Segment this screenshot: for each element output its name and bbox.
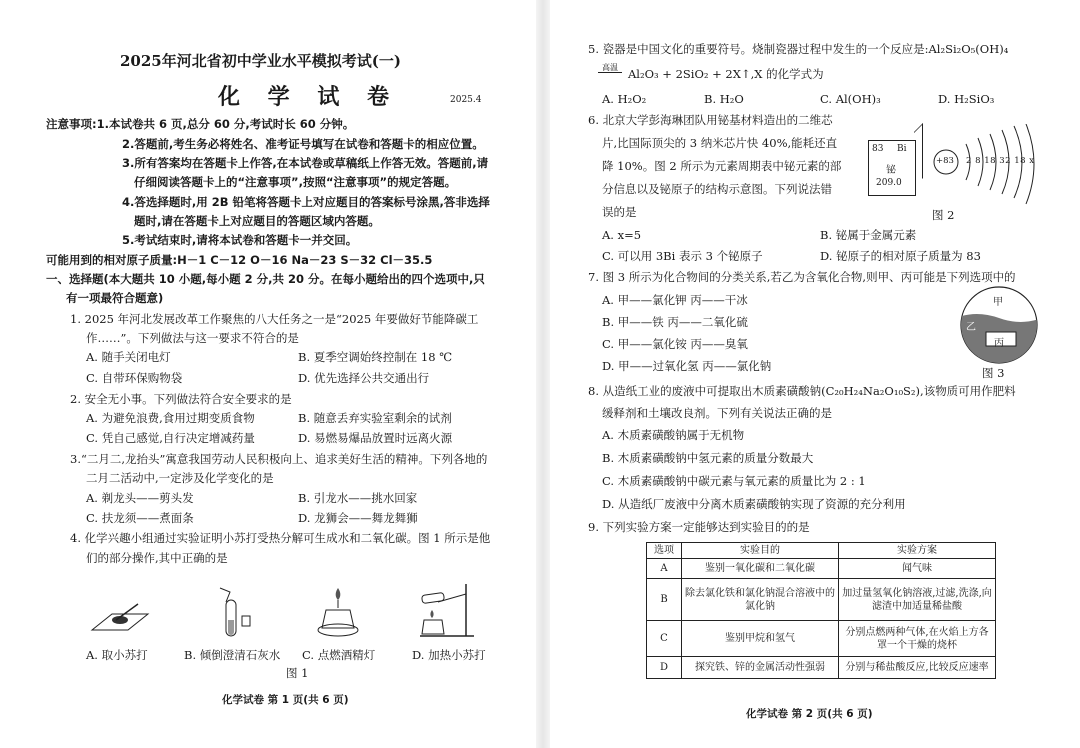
page1-footer: 化学试卷 第 1 页(共 6 页) xyxy=(222,694,349,706)
q5-option-c: C. Al(OH)₃ xyxy=(820,92,881,106)
element-name: 铋 xyxy=(886,165,896,176)
q3-option-c: C. 扶龙须——煮面条 xyxy=(86,511,194,525)
atom-electron-shells: 2 8 18 32 18 x xyxy=(966,156,1035,166)
fig2-caption: 图 2 xyxy=(932,208,955,222)
q9-row-a-option: A xyxy=(647,559,682,579)
fig1-pour-limewater-drawing xyxy=(212,580,262,642)
q5-option-d: D. H₂SiO₃ xyxy=(938,92,995,106)
section-heading: 一、选择题(本大题共 10 小题,每小题 2 分,共 20 分。在每小题给出的四个选项中,只 xyxy=(46,272,485,286)
q8-option-d: D. 从造纸厂废液中分离木质素磺酸钠实现了资源的充分利用 xyxy=(602,497,906,511)
fig1-heat-baking-soda-drawing xyxy=(414,580,478,640)
table-row xyxy=(647,559,996,579)
exam-subtitle: 化 学 试 卷 xyxy=(218,85,399,110)
note-line-5: 4.答选择题时,用 2B 铅笔将答题卡上对应题目的答案标号涂黑,答非选择 xyxy=(122,195,490,209)
q2-stem: 2. 安全无小事。下列做法符合安全要求的是 xyxy=(70,392,292,406)
q4-option-b: B. 倾倒澄清石灰水 xyxy=(184,648,281,662)
q9-row-b-goal: 除去氯化铁和氯化钠混合溶液中的氯化钠 xyxy=(682,579,839,621)
q9-row-c-option: C xyxy=(647,621,682,657)
q3-option-b: B. 引龙水——挑水回家 xyxy=(298,491,418,505)
q5-stem: 5. 瓷器是中国文化的重要符号。烧制瓷器过程中发生的一个反应是:Al₂Si₂O₅(OH)₄ xyxy=(588,42,1009,56)
fig1-caption: 图 1 xyxy=(286,666,309,680)
note-line-4: 仔细阅读答题卡上的“注意事项”,按照“注意事项”的规定答题。 xyxy=(134,175,457,189)
q9-row-a-goal: 鉴别一氧化碳和二氧化碳 xyxy=(682,559,839,579)
q1-option-a: A. 随手关闭电灯 xyxy=(86,350,171,364)
q7-option-a: A. 甲——氯化钾 丙——干冰 xyxy=(602,293,748,307)
fig3-label-jia: 甲 xyxy=(993,297,1003,308)
q9-table-header xyxy=(647,543,996,559)
fig1-take-baking-soda-drawing xyxy=(86,598,154,638)
q9-stem: 9. 下列实验方案一定能够达到实验目的的是 xyxy=(588,520,810,534)
q9-row-b-option: B xyxy=(647,579,682,621)
q6-option-d: D. 铋原子的相对原子质量为 83 xyxy=(820,249,981,263)
atomic-mass-line: 可能用到的相对原子质量:H－1 C－12 O－16 Na－23 S－32 Cl－35.5 xyxy=(46,253,433,267)
q1-option-c: C. 自带环保购物袋 xyxy=(86,371,183,385)
page-1 xyxy=(0,0,536,748)
element-atomic-mass: 209.0 xyxy=(876,178,902,188)
q6-stem-2: 片,比国际顶尖的 3 纳米芯片快 40%,能耗还直 xyxy=(602,136,838,150)
note-line-7: 5.考试结束时,请将本试卷和答题卡一并交回。 xyxy=(122,233,358,247)
q9-header-plan: 实验方案 xyxy=(839,543,996,559)
fig3-caption: 图 3 xyxy=(982,366,1005,380)
q2-option-b: B. 随意丢弃实验室剩余的试剂 xyxy=(298,411,452,425)
section-heading-cont: 有一项最符合题意) xyxy=(66,291,164,305)
q8-option-b: B. 木质素磺酸钠中氢元素的质量分数最大 xyxy=(602,451,814,465)
q9-row-a-plan: 闻气味 xyxy=(839,559,996,579)
q5-reaction-arrow xyxy=(598,72,622,73)
note-line-1: 注意事项:1.本试卷共 6 页,总分 60 分,考试时长 60 分钟。 xyxy=(46,117,355,131)
q9-row-c-plan: 分别点燃两种气体,在火焰上方各罩一个干燥的烧杯 xyxy=(839,621,996,657)
q7-option-c: C. 甲——氯化铵 丙——臭氧 xyxy=(602,337,748,351)
q1-option-d: D. 优先选择公共交通出行 xyxy=(298,371,430,385)
q6-option-a: A. x=5 xyxy=(602,228,642,242)
element-atomic-number: 83 xyxy=(872,144,884,154)
q4-option-a: A. 取小苏打 xyxy=(86,648,148,662)
fig3-label-bing: 丙 xyxy=(994,338,1004,349)
q9-row-d-goal: 探究铁、锌的金属活动性强弱 xyxy=(682,657,839,679)
q7-option-b: B. 甲——铁 丙——二氧化硫 xyxy=(602,315,748,329)
q6-option-c: C. 可以用 3Bi 表示 3 个铋原子 xyxy=(602,249,763,263)
q5-condition: 高温 xyxy=(602,63,618,72)
atom-nucleus-charge: +83 xyxy=(936,156,954,166)
q8-stem-cont: 缓释剂和土壤改良剂。下列有关说法正确的是 xyxy=(602,406,832,420)
q9-header-goal: 实验目的 xyxy=(682,543,839,559)
element-symbol: Bi xyxy=(897,144,907,154)
q6-stem-4: 分信息以及铋原子的结构示意图。下列说法错 xyxy=(602,182,832,196)
q6-stem-3: 降 10%。图 2 所示为元素周期表中铋元素的部 xyxy=(602,159,842,173)
q8-option-c: C. 木质素磺酸钠中碳元素与氧元素的质量比为 2 : 1 xyxy=(602,474,866,488)
q9-table xyxy=(646,542,996,679)
q5-option-a: A. H₂O₂ xyxy=(602,92,647,106)
q4-option-c: C. 点燃酒精灯 xyxy=(302,648,376,662)
q7-option-d: D. 甲——过氧化氢 丙——氯化钠 xyxy=(602,359,772,373)
fig1-light-alcohol-lamp-drawing xyxy=(312,584,364,640)
note-line-3: 3.所有答案均在答题卡上作答,在本试卷或草稿纸上作答无效。答题前,请 xyxy=(122,156,489,170)
q4-stem-cont: 们的部分操作,其中正确的是 xyxy=(86,551,228,565)
table-row xyxy=(647,621,996,657)
q6-stem-1: 6. 北京大学彭海琳团队用铋基材料造出的二维芯 xyxy=(588,113,833,127)
q5-stem-cont: Al₂O₃ + 2SiO₂ + 2X↑,X 的化学式为 xyxy=(628,67,824,81)
q6-stem-5: 误的是 xyxy=(602,205,637,219)
q2-option-d: D. 易燃易爆品放置时远离火源 xyxy=(298,431,453,445)
q9-header-option: 选项 xyxy=(647,543,682,559)
exam-title: 2025年河北省初中学业水平模拟考试(一) xyxy=(120,52,401,70)
page-2 xyxy=(550,0,1080,748)
q1-option-b: B. 夏季空调始终控制在 18 ℃ xyxy=(298,350,453,364)
bismuth-atom-structure-diagram xyxy=(930,124,1040,210)
fig3-label-yi: 乙 xyxy=(966,322,976,333)
q9-row-c-goal: 鉴别甲烷和氢气 xyxy=(682,621,839,657)
q3-option-d: D. 龙狮会——舞龙舞狮 xyxy=(298,511,418,525)
q1-stem: 1. 2025 年河北发展改革工作聚焦的八大任务之一是“2025 年要做好节能降碳工 xyxy=(70,312,479,326)
page-gutter xyxy=(536,0,550,748)
table-row xyxy=(647,657,996,679)
q2-option-c: C. 凭自己感觉,自行决定增减药量 xyxy=(86,431,255,445)
q5-option-b: B. H₂O xyxy=(704,92,744,106)
q6-option-b: B. 铋属于金属元素 xyxy=(820,228,917,242)
q9-row-d-plan: 分别与稀盐酸反应,比较反应速率 xyxy=(839,657,996,679)
q3-stem-cont: 二月二活动中,一定涉及化学变化的是 xyxy=(86,471,274,485)
page2-footer: 化学试卷 第 2 页(共 6 页) xyxy=(746,708,873,720)
exam-date: 2025.4 xyxy=(450,95,482,105)
q3-stem: 3.“二月二,龙抬头”寓意我国劳动人民积极向上、追求美好生活的精神。下列各地的 xyxy=(70,452,488,466)
q1-stem-cont: 作……”。下列做法与这一要求不符合的是 xyxy=(86,331,299,345)
note-line-6: 题时,请在答题卡上对应题目的答题区域内答题。 xyxy=(134,214,380,228)
q4-option-d: D. 加热小苏打 xyxy=(412,648,486,662)
q7-stem: 7. 图 3 所示为化合物间的分类关系,若乙为含氧化合物,则甲、丙可能是下列选项中的 xyxy=(588,270,1016,284)
element-card-side xyxy=(914,123,923,187)
q3-option-a: A. 剃龙头——剪头发 xyxy=(86,491,194,505)
q8-stem: 8. 从造纸工业的废液中可提取出木质素磺酸钠(C₂₀H₂₄Na₂O₁₀S₂),该物质可用作肥料 xyxy=(588,384,1016,398)
q4-stem: 4. 化学兴趣小组通过实验证明小苏打受热分解可生成水和二氧化碳。图 1 所示是他 xyxy=(70,531,491,545)
q2-option-a: A. 为避免浪费,食用过期变质食物 xyxy=(86,411,255,425)
table-row xyxy=(647,579,996,621)
q8-option-a: A. 木质素磺酸钠属于无机物 xyxy=(602,428,745,442)
q9-row-d-option: D xyxy=(647,657,682,679)
q9-row-b-plan: 加过量氢氧化钠溶液,过滤,洗涤,向滤渣中加适量稀盐酸 xyxy=(839,579,996,621)
note-line-2: 2.答题前,考生务必将姓名、准考证号填写在试卷和答题卡的相应位置。 xyxy=(122,137,484,151)
